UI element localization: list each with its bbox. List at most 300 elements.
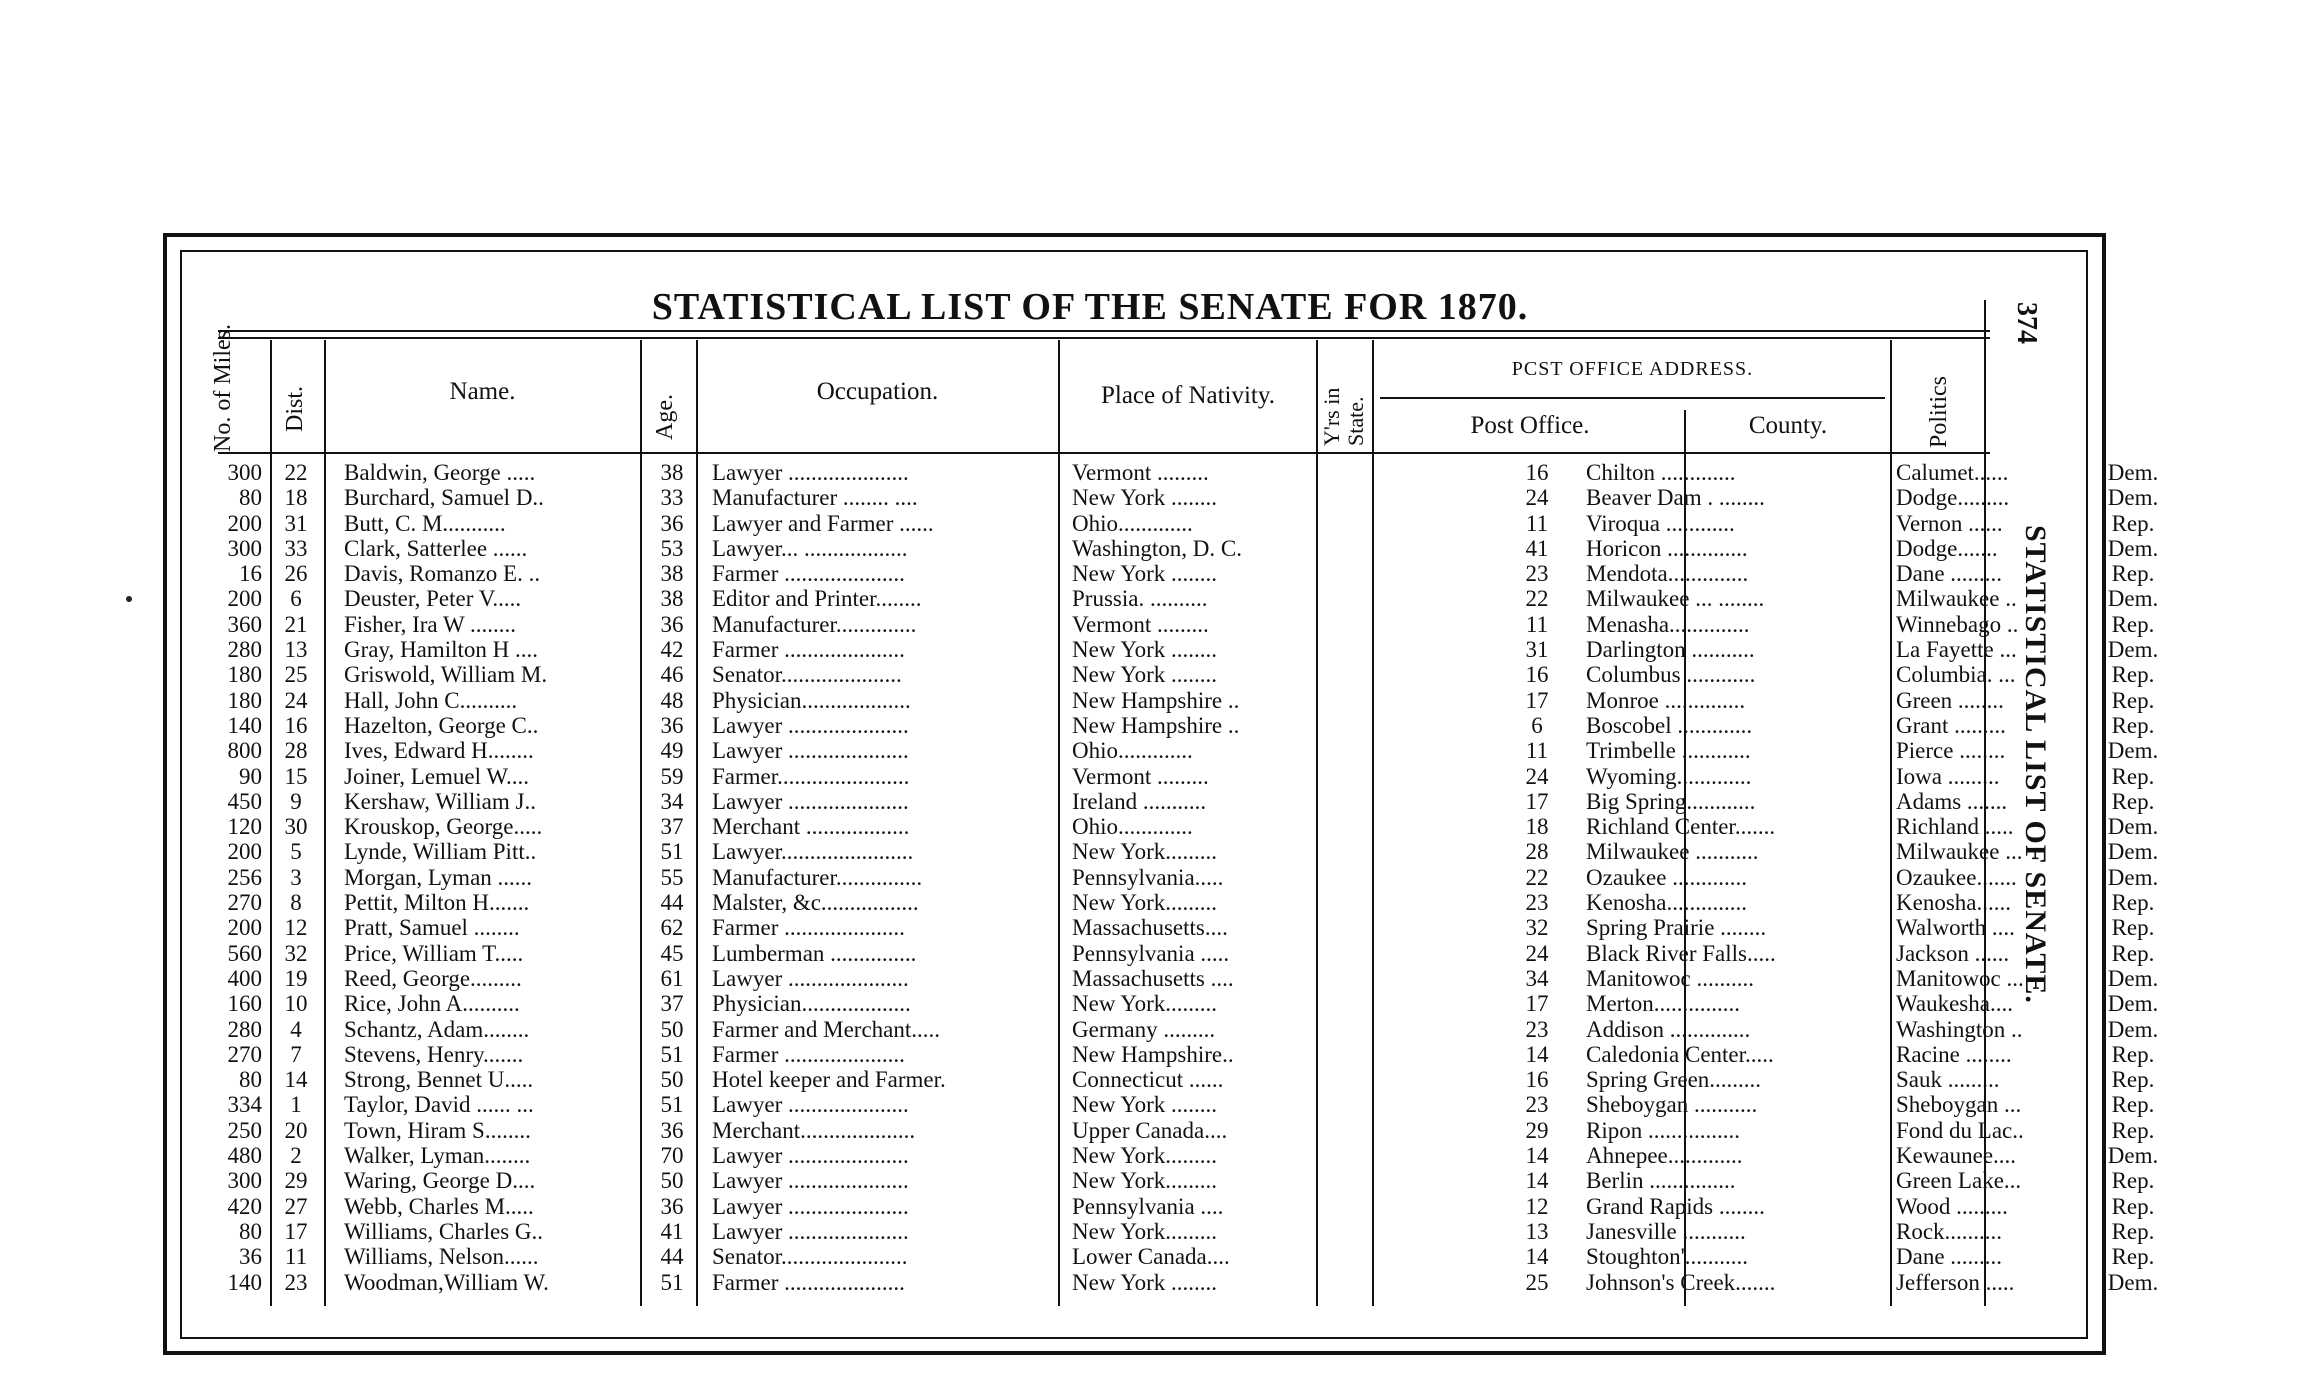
table-row bbox=[200, 763, 2155, 789]
years-in-state-cell: 14 bbox=[1525, 1041, 1549, 1067]
politics-cell: Rep. bbox=[2111, 1218, 2155, 1244]
nativity-cell: New York......... bbox=[1072, 890, 1218, 916]
miles-cell: 180 bbox=[227, 662, 262, 688]
table-row bbox=[200, 864, 2159, 890]
miles-cell: 560 bbox=[227, 940, 262, 966]
header-politics: Politics bbox=[1926, 375, 1952, 448]
name-cell: Pratt, Samuel ........ bbox=[344, 915, 520, 941]
occupation-cell: Manufacturer.............. bbox=[712, 611, 917, 637]
age-cell: 38 bbox=[660, 460, 684, 485]
politics-cell: Dem. bbox=[2107, 535, 2159, 561]
name-cell: Gray, Hamilton H .... bbox=[344, 637, 538, 663]
district-cell: 15 bbox=[284, 763, 308, 789]
name-cell: Burchard, Samuel D.. bbox=[344, 485, 544, 511]
name-cell: Woodman,William W. bbox=[344, 1269, 549, 1295]
post-office-cell: Trimbelle ............ bbox=[1586, 738, 1751, 764]
table-row bbox=[200, 1067, 2155, 1093]
post-office-cell: Merton............... bbox=[1586, 991, 1740, 1017]
miles-cell: 800 bbox=[227, 738, 262, 764]
age-cell: 45 bbox=[660, 940, 684, 966]
years-in-state-cell: 23 bbox=[1525, 1092, 1549, 1118]
politics-cell: Rep. bbox=[2111, 611, 2155, 637]
county-cell: Dane ......... bbox=[1896, 561, 2003, 587]
politics-cell: Dem. bbox=[2107, 839, 2159, 865]
county-cell: Green Lake... bbox=[1896, 1168, 2022, 1194]
occupation-cell: Editor and Printer........ bbox=[712, 586, 922, 612]
nativity-cell: New York......... bbox=[1072, 991, 1218, 1017]
miles-cell: 160 bbox=[227, 991, 262, 1017]
district-cell: 8 bbox=[290, 890, 302, 916]
occupation-cell: Lawyer ..................... bbox=[712, 1143, 909, 1169]
years-in-state-cell: 11 bbox=[1525, 738, 1549, 764]
county-cell: La Fayette ... bbox=[1896, 637, 2017, 663]
post-office-cell: Ozaukee ............. bbox=[1586, 864, 1747, 890]
miles-cell: 200 bbox=[227, 839, 262, 865]
miles-cell: 450 bbox=[227, 788, 262, 814]
politics-cell: Rep. bbox=[2111, 510, 2155, 536]
years-in-state-cell: 24 bbox=[1525, 763, 1549, 789]
politics-cell: Dem. bbox=[2107, 991, 2159, 1017]
name-cell: Clark, Satterlee ...... bbox=[344, 535, 528, 561]
header-bottom-rule bbox=[218, 452, 1990, 454]
table-row bbox=[200, 788, 2155, 814]
years-in-state-cell: 29 bbox=[1525, 1117, 1549, 1143]
age-cell: 51 bbox=[660, 839, 684, 865]
table-row bbox=[200, 485, 2159, 511]
miles-cell: 280 bbox=[227, 1016, 262, 1042]
name-cell: Pettit, Milton H....... bbox=[344, 890, 530, 916]
table-row bbox=[200, 1016, 2159, 1042]
age-cell: 44 bbox=[660, 890, 684, 916]
politics-cell: Rep. bbox=[2111, 687, 2155, 713]
occupation-cell: Farmer ..................... bbox=[712, 1041, 905, 1067]
miles-cell: 120 bbox=[227, 814, 262, 840]
years-in-state-cell: 22 bbox=[1525, 864, 1549, 890]
occupation-cell: Physician................... bbox=[712, 991, 911, 1017]
years-in-state-cell: 14 bbox=[1525, 1143, 1549, 1169]
district-cell: 11 bbox=[284, 1244, 308, 1270]
name-cell: Deuster, Peter V..... bbox=[344, 586, 522, 612]
nativity-cell: New Hampshire.. bbox=[1072, 1041, 1234, 1067]
age-cell: 51 bbox=[660, 1041, 684, 1067]
district-cell: 18 bbox=[284, 485, 308, 511]
occupation-cell: Manufacturer............... bbox=[712, 864, 923, 890]
nativity-cell: Ireland ........... bbox=[1072, 788, 1207, 814]
nativity-cell: New York......... bbox=[1072, 1143, 1218, 1169]
miles-cell: 80 bbox=[239, 485, 262, 511]
district-cell: 22 bbox=[284, 460, 308, 485]
table-row bbox=[200, 535, 2159, 561]
occupation-cell: Malster, &c................. bbox=[712, 890, 919, 916]
post-office-cell: Viroqua ............ bbox=[1586, 510, 1735, 536]
name-cell: Ives, Edward H........ bbox=[344, 738, 534, 764]
name-cell: Reed, George......... bbox=[344, 965, 522, 991]
post-office-cell: Caledonia Center..... bbox=[1586, 1041, 1774, 1067]
table-row bbox=[200, 561, 2155, 587]
politics-cell: Rep. bbox=[2111, 1168, 2155, 1194]
name-cell: Price, William T..... bbox=[344, 940, 524, 966]
post-office-cell: Richland Center....... bbox=[1586, 814, 1776, 840]
miles-cell: 90 bbox=[239, 763, 262, 789]
occupation-cell: Lawyer ..................... bbox=[712, 1218, 909, 1244]
header-miles: No. of Miles. bbox=[210, 324, 236, 452]
politics-cell: Dem. bbox=[2107, 965, 2159, 991]
nativity-cell: Lower Canada.... bbox=[1072, 1244, 1230, 1270]
county-cell: Walworth .... bbox=[1896, 915, 2015, 941]
years-in-state-cell: 18 bbox=[1525, 814, 1549, 840]
occupation-cell: Farmer....................... bbox=[712, 763, 910, 789]
county-cell: Iowa ......... bbox=[1896, 763, 2000, 789]
occupation-cell: Lawyer....................... bbox=[712, 839, 914, 865]
district-cell: 25 bbox=[284, 662, 308, 688]
years-in-state-cell: 23 bbox=[1525, 561, 1549, 587]
table-row bbox=[200, 965, 2159, 991]
politics-cell: Dem. bbox=[2107, 586, 2159, 612]
politics-cell: Rep. bbox=[2111, 1092, 2155, 1118]
years-in-state-cell: 28 bbox=[1525, 839, 1549, 865]
post-office-cell: Stoughton'........... bbox=[1586, 1244, 1748, 1270]
post-office-cell: Monroe .............. bbox=[1586, 687, 1746, 713]
county-cell: Richland ..... bbox=[1896, 814, 2014, 840]
header-county: County. bbox=[1748, 412, 1828, 439]
post-office-cell: Berlin ............... bbox=[1586, 1168, 1736, 1194]
nativity-cell: Connecticut ...... bbox=[1072, 1067, 1224, 1093]
miles-cell: 360 bbox=[227, 611, 262, 637]
district-cell: 30 bbox=[284, 814, 308, 840]
table-row bbox=[200, 637, 2159, 663]
post-office-cell: Mendota.............. bbox=[1586, 561, 1749, 587]
table-row bbox=[200, 586, 2159, 612]
table-row bbox=[200, 890, 2155, 916]
miles-cell: 16 bbox=[239, 561, 262, 587]
header-yrs-in-state: Y'rs in State. bbox=[1319, 387, 1368, 446]
politics-cell: Dem. bbox=[2107, 1143, 2159, 1169]
nativity-cell: Ohio............. bbox=[1072, 738, 1193, 764]
county-cell: Vernon ...... bbox=[1896, 510, 2003, 536]
years-in-state-cell: 14 bbox=[1525, 1244, 1549, 1270]
margin-dot bbox=[126, 596, 132, 602]
years-in-state-cell: 32 bbox=[1525, 915, 1549, 941]
nativity-cell: New York ........ bbox=[1072, 662, 1218, 688]
miles-cell: 270 bbox=[227, 890, 262, 916]
county-cell: Kewaunee.... bbox=[1896, 1143, 2017, 1169]
name-cell: Griswold, William M. bbox=[344, 662, 548, 688]
nativity-cell: Ohio............. bbox=[1072, 814, 1193, 840]
politics-cell: Dem. bbox=[2107, 460, 2159, 485]
occupation-cell: Senator...................... bbox=[712, 1244, 908, 1270]
county-cell: Rock.......... bbox=[1896, 1218, 2003, 1244]
nativity-cell: New Hampshire .. bbox=[1072, 712, 1240, 738]
page-title: STATISTICAL LIST OF THE SENATE FOR 1870. bbox=[651, 286, 1529, 328]
nativity-cell: Vermont ......... bbox=[1072, 460, 1209, 485]
district-cell: 7 bbox=[290, 1041, 302, 1067]
district-cell: 10 bbox=[284, 991, 308, 1017]
age-cell: 37 bbox=[660, 814, 684, 840]
table-row bbox=[200, 991, 2159, 1017]
post-office-cell: Beaver Dam . ........ bbox=[1586, 485, 1765, 511]
post-office-cell: Janesville ........... bbox=[1586, 1218, 1746, 1244]
occupation-cell: Farmer ..................... bbox=[712, 1269, 905, 1295]
miles-cell: 36 bbox=[239, 1244, 262, 1270]
table-row bbox=[200, 1092, 2155, 1118]
miles-cell: 334 bbox=[227, 1092, 262, 1118]
nativity-cell: Germany ......... bbox=[1072, 1016, 1216, 1042]
table-row bbox=[200, 611, 2155, 637]
header-post-office-group: PCST OFFICE ADDRESS. bbox=[1511, 358, 1754, 380]
name-cell: Stevens, Henry....... bbox=[344, 1041, 524, 1067]
district-cell: 12 bbox=[284, 915, 308, 941]
miles-cell: 300 bbox=[227, 535, 262, 561]
table-row bbox=[200, 1244, 2155, 1270]
table-row bbox=[200, 1168, 2155, 1194]
district-cell: 26 bbox=[284, 561, 308, 587]
occupation-cell: Farmer ..................... bbox=[712, 915, 905, 941]
years-in-state-cell: 13 bbox=[1525, 1218, 1549, 1244]
name-cell: Butt, C. M........... bbox=[344, 510, 506, 536]
county-cell: Fond du Lac.. bbox=[1896, 1117, 2024, 1143]
county-cell: Adams ....... bbox=[1896, 788, 2008, 814]
years-in-state-cell: 11 bbox=[1525, 510, 1549, 536]
header-age: Age. bbox=[652, 394, 678, 440]
name-cell: Taylor, David ...... ... bbox=[344, 1092, 534, 1118]
years-in-state-cell: 25 bbox=[1525, 1269, 1549, 1295]
nativity-cell: Prussia. .......... bbox=[1072, 586, 1208, 612]
name-cell: Waring, George D.... bbox=[344, 1168, 536, 1194]
miles-cell: 80 bbox=[239, 1067, 262, 1093]
age-cell: 38 bbox=[660, 586, 684, 612]
miles-cell: 300 bbox=[227, 1168, 262, 1194]
post-office-group-rule bbox=[1380, 397, 1885, 399]
occupation-cell: Lawyer ..................... bbox=[712, 712, 909, 738]
name-cell: Williams, Nelson...... bbox=[344, 1244, 539, 1270]
table-row bbox=[200, 662, 2155, 688]
county-cell: Pierce ........ bbox=[1896, 738, 2006, 764]
district-cell: 1 bbox=[290, 1092, 302, 1118]
district-cell: 14 bbox=[284, 1067, 308, 1093]
name-cell: Strong, Bennet U..... bbox=[344, 1067, 534, 1093]
table-row bbox=[200, 814, 2159, 840]
nativity-cell: New Hampshire .. bbox=[1072, 687, 1240, 713]
post-office-cell: Grand Rapids ........ bbox=[1586, 1193, 1765, 1219]
header-post-office: Post Office. bbox=[1470, 412, 1590, 439]
county-cell: Grant ......... bbox=[1896, 712, 2006, 738]
miles-cell: 180 bbox=[227, 687, 262, 713]
nativity-cell: Upper Canada.... bbox=[1072, 1117, 1228, 1143]
occupation-cell: Lawyer ..................... bbox=[712, 738, 909, 764]
county-cell: Ozaukee....... bbox=[1896, 864, 2017, 890]
age-cell: 62 bbox=[660, 915, 684, 941]
miles-cell: 200 bbox=[227, 510, 262, 536]
post-office-cell: Chilton ............. bbox=[1586, 460, 1736, 485]
age-cell: 36 bbox=[660, 1117, 684, 1143]
nativity-cell: Pennsylvania ..... bbox=[1072, 940, 1230, 966]
occupation-cell: Merchant.................... bbox=[712, 1117, 916, 1143]
years-in-state-cell: 12 bbox=[1525, 1193, 1549, 1219]
district-cell: 33 bbox=[284, 535, 308, 561]
name-cell: Joiner, Lemuel W.... bbox=[344, 763, 529, 789]
age-cell: 44 bbox=[660, 1244, 684, 1270]
miles-cell: 400 bbox=[227, 965, 262, 991]
name-cell: Webb, Charles M..... bbox=[344, 1193, 534, 1219]
post-office-cell: Ahnepee............. bbox=[1586, 1143, 1743, 1169]
nativity-cell: New York......... bbox=[1072, 1168, 1218, 1194]
district-cell: 24 bbox=[284, 687, 308, 713]
miles-cell: 300 bbox=[227, 460, 262, 485]
post-office-cell: Kenosha.............. bbox=[1586, 890, 1747, 916]
occupation-cell: Lawyer... .................. bbox=[712, 535, 908, 561]
district-cell: 29 bbox=[284, 1168, 308, 1194]
district-cell: 17 bbox=[284, 1218, 308, 1244]
county-cell: Manitowoc ... bbox=[1896, 965, 2024, 991]
nativity-cell: Vermont ......... bbox=[1072, 611, 1209, 637]
post-office-cell: Manitowoc .......... bbox=[1586, 965, 1755, 991]
age-cell: 61 bbox=[660, 965, 684, 991]
district-cell: 9 bbox=[290, 788, 302, 814]
table-row bbox=[200, 1269, 2159, 1295]
years-in-state-cell: 17 bbox=[1525, 991, 1549, 1017]
name-cell: Town, Hiram S........ bbox=[344, 1117, 531, 1143]
nativity-cell: Vermont ......... bbox=[1072, 763, 1209, 789]
age-cell: 36 bbox=[660, 510, 684, 536]
age-cell: 36 bbox=[660, 611, 684, 637]
county-cell: Milwaukee .. bbox=[1896, 586, 2017, 612]
table-row bbox=[200, 460, 2159, 485]
county-cell: Dodge......... bbox=[1896, 485, 2010, 511]
years-in-state-cell: 31 bbox=[1525, 637, 1549, 663]
name-cell: Davis, Romanzo E. .. bbox=[344, 561, 541, 587]
years-in-state-cell: 23 bbox=[1525, 890, 1549, 916]
table-row bbox=[200, 1218, 2155, 1244]
county-cell: Calumet...... bbox=[1896, 460, 2009, 485]
county-cell: Sauk ......... bbox=[1896, 1067, 2000, 1093]
table-row bbox=[200, 712, 2155, 738]
district-cell: 32 bbox=[284, 940, 308, 966]
miles-cell: 420 bbox=[227, 1193, 262, 1219]
nativity-cell: New York ........ bbox=[1072, 485, 1218, 511]
district-cell: 4 bbox=[290, 1016, 302, 1042]
district-cell: 16 bbox=[284, 712, 308, 738]
name-cell: Rice, John A.......... bbox=[344, 991, 520, 1017]
occupation-cell: Hotel keeper and Farmer. bbox=[712, 1067, 946, 1093]
politics-cell: Rep. bbox=[2111, 1041, 2155, 1067]
years-in-state-cell: 22 bbox=[1525, 586, 1549, 612]
name-cell: Hazelton, George C.. bbox=[344, 712, 539, 738]
nativity-cell: New York ........ bbox=[1072, 637, 1218, 663]
politics-cell: Dem. bbox=[2107, 1016, 2159, 1042]
age-cell: 37 bbox=[660, 991, 684, 1017]
occupation-cell: Lawyer and Farmer ...... bbox=[712, 510, 934, 536]
page-number: 374 bbox=[2011, 302, 2042, 344]
post-office-cell: Spring Green......... bbox=[1586, 1067, 1762, 1093]
table-row bbox=[200, 738, 2159, 764]
miles-cell: 140 bbox=[227, 1269, 262, 1295]
table-row bbox=[200, 940, 2155, 966]
header-dist: Dist. bbox=[282, 385, 308, 432]
name-cell: Fisher, Ira W ........ bbox=[344, 611, 516, 637]
table-row bbox=[200, 839, 2159, 865]
table-row bbox=[200, 1117, 2155, 1143]
years-in-state-cell: 11 bbox=[1525, 611, 1549, 637]
name-cell: Lynde, William Pitt.. bbox=[344, 839, 537, 865]
table-row bbox=[200, 1193, 2155, 1219]
county-cell: Kenosha...... bbox=[1896, 890, 2011, 916]
age-cell: 51 bbox=[660, 1092, 684, 1118]
county-cell: Jackson ...... bbox=[1896, 940, 2010, 966]
age-cell: 55 bbox=[660, 864, 684, 890]
occupation-cell: Manufacturer ........ .... bbox=[712, 485, 918, 511]
post-office-cell: Addison .............. bbox=[1586, 1016, 1751, 1042]
years-in-state-cell: 16 bbox=[1525, 1067, 1549, 1093]
politics-cell: Rep. bbox=[2111, 915, 2155, 941]
name-cell: Walker, Lyman........ bbox=[344, 1143, 531, 1169]
miles-cell: 140 bbox=[227, 712, 262, 738]
age-cell: 70 bbox=[660, 1143, 684, 1169]
occupation-cell: Farmer ..................... bbox=[712, 637, 905, 663]
county-cell: Sheboygan ... bbox=[1896, 1092, 2022, 1118]
nativity-cell: Pennsylvania..... bbox=[1072, 864, 1224, 890]
nativity-cell: Massachusetts .... bbox=[1072, 965, 1234, 991]
county-cell: Milwaukee ... bbox=[1896, 839, 2023, 865]
post-office-cell: Sheboygan ........... bbox=[1586, 1092, 1758, 1118]
post-office-cell: Ripon ................ bbox=[1586, 1117, 1740, 1143]
politics-cell: Rep. bbox=[2111, 1244, 2155, 1270]
age-cell: 50 bbox=[660, 1168, 684, 1194]
age-cell: 41 bbox=[660, 1218, 684, 1244]
header-name: Name. bbox=[449, 378, 516, 405]
occupation-cell: Lawyer ..................... bbox=[712, 1168, 909, 1194]
district-cell: 23 bbox=[284, 1269, 308, 1295]
nativity-cell: New York......... bbox=[1072, 1218, 1218, 1244]
miles-cell: 280 bbox=[227, 637, 262, 663]
county-cell: Racine ........ bbox=[1896, 1041, 2012, 1067]
years-in-state-cell: 34 bbox=[1525, 965, 1549, 991]
years-in-state-cell: 17 bbox=[1525, 788, 1549, 814]
years-in-state-cell: 16 bbox=[1525, 460, 1549, 485]
nativity-cell: New York ........ bbox=[1072, 561, 1218, 587]
age-cell: 51 bbox=[660, 1269, 684, 1295]
district-cell: 20 bbox=[284, 1117, 308, 1143]
county-cell: Green ........ bbox=[1896, 687, 2004, 713]
district-cell: 5 bbox=[290, 839, 302, 865]
side-running-title: STATISTICAL LIST OF SENATE. bbox=[2019, 525, 2052, 1004]
politics-cell: Rep. bbox=[2111, 788, 2155, 814]
header-nativity: Place of Nativity. bbox=[1100, 382, 1276, 409]
table-row bbox=[200, 1041, 2155, 1067]
occupation-cell: Lawyer ..................... bbox=[712, 1193, 909, 1219]
age-cell: 36 bbox=[660, 1193, 684, 1219]
miles-cell: 270 bbox=[227, 1041, 262, 1067]
politics-cell: Rep. bbox=[2111, 561, 2155, 587]
miles-cell: 250 bbox=[227, 1117, 262, 1143]
politics-cell: Dem. bbox=[2107, 814, 2159, 840]
name-cell: Morgan, Lyman ...... bbox=[344, 864, 533, 890]
table-row bbox=[200, 915, 2155, 941]
nativity-cell: New York......... bbox=[1072, 839, 1218, 865]
district-cell: 28 bbox=[284, 738, 308, 764]
district-cell: 6 bbox=[290, 586, 302, 612]
county-cell: Wood ......... bbox=[1896, 1193, 2008, 1219]
district-cell: 2 bbox=[290, 1143, 302, 1169]
nativity-cell: Massachusetts.... bbox=[1072, 915, 1228, 941]
post-office-cell: Big Spring............ bbox=[1586, 788, 1756, 814]
post-office-cell: Johnson's Creek....... bbox=[1586, 1269, 1776, 1295]
age-cell: 53 bbox=[660, 535, 684, 561]
age-cell: 36 bbox=[660, 712, 684, 738]
age-cell: 42 bbox=[660, 637, 684, 663]
district-cell: 19 bbox=[284, 965, 308, 991]
occupation-cell: Physician................... bbox=[712, 687, 911, 713]
nativity-cell: New York ........ bbox=[1072, 1092, 1218, 1118]
